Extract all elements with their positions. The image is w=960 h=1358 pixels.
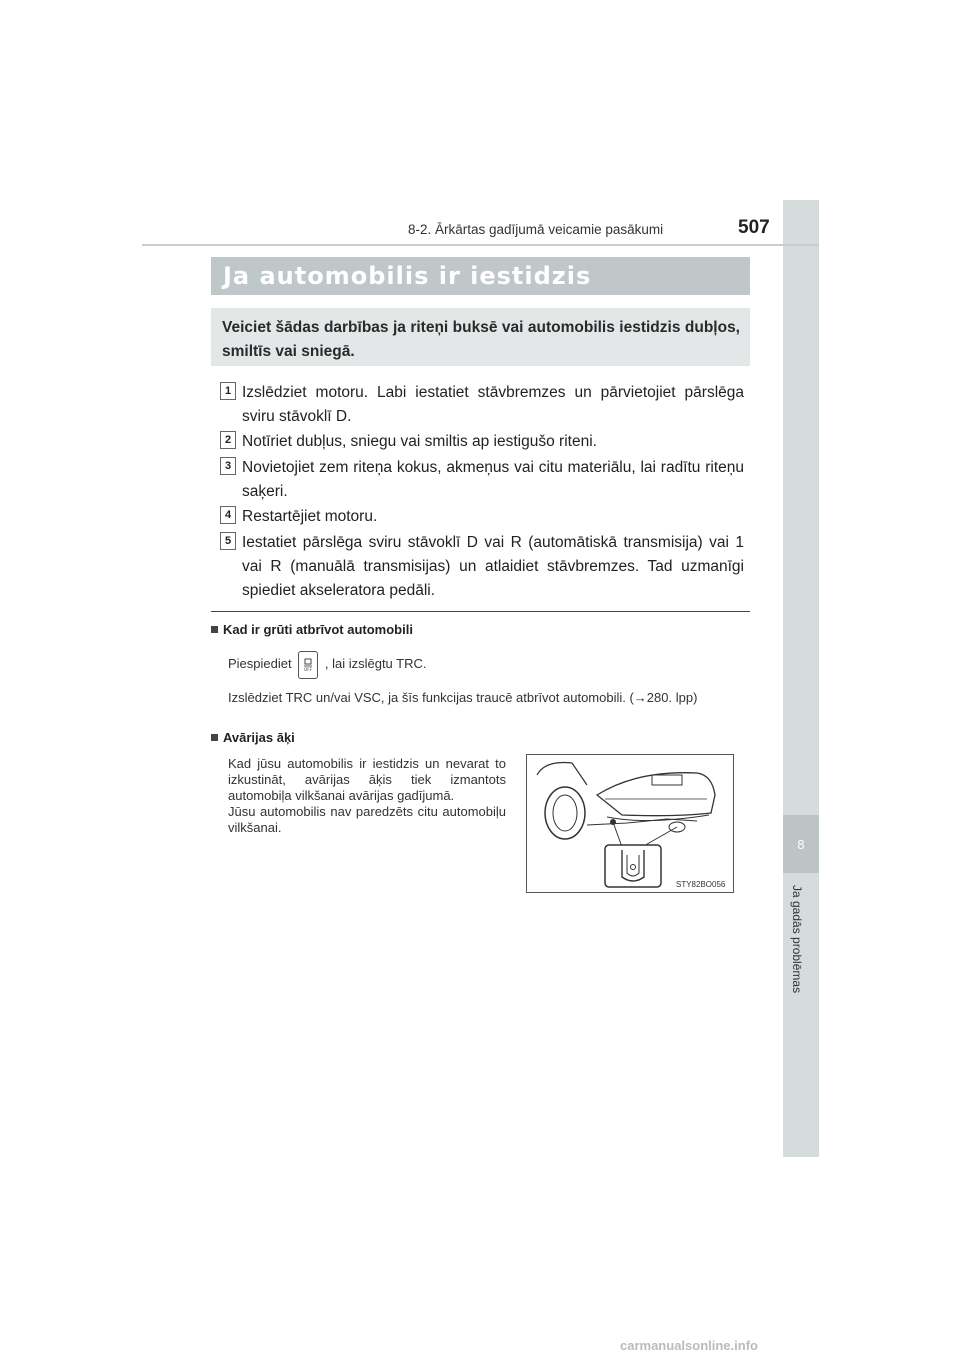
bullet-square-icon (211, 734, 218, 741)
chapter-number: 8 (783, 815, 819, 873)
step-text-4: Restartējiet motoru. (242, 508, 378, 525)
step-number-2: 2 (220, 431, 236, 449)
chapter-title-vertical (792, 885, 810, 1015)
step-text-3: Novietojiet zem riteņa kokus, akmeņus vai citu materiālu, lai radītu riteņu saķeri. (242, 459, 744, 500)
trc-off-button-icon (298, 651, 318, 679)
step-number-3: 3 (220, 457, 236, 475)
bullet-square-icon (211, 626, 218, 633)
page-title-bar (211, 257, 750, 295)
step-text-5: Iestatiet pārslēga sviru stāvoklī D vai R (automātiskā transmisija) vai 1 vai R (manuālā transmisijas) un atlaidiet stāvbremzes. Tad uzmanīgi spiediet akseleratora pedāli. (242, 534, 744, 599)
watermark: carmanualsonline.info (620, 1338, 758, 1353)
car-rear-underbody-drawing (527, 755, 733, 892)
note-line-trc-button: Piespiediet OFF , lai izslēgtu TRC. (228, 649, 748, 679)
svg-text:OFF: OFF (304, 666, 313, 672)
intro-box (211, 308, 750, 366)
header-rule (142, 244, 819, 246)
page-title: Ja automobilis ir iestidzis (223, 262, 592, 290)
step-text-1: Izslēdziet motoru. Labi iestatiet stāvbremzes un pārvietojiet pārslēga sviru stāvoklī D. (242, 384, 744, 425)
step-number-4: 4 (220, 506, 236, 524)
note-text-towing: Kad jūsu automobilis ir iestidzis un nevarat to izkustināt, avārijas āķis tiek izmantots automobiļa vilkšanai avārijas gadījumā. Jūsu automobilis nav paredzēts citu automobiļu vilkšanai. (228, 756, 506, 835)
step-text-2: Notīriet dubļus, sniegu vai smiltis ap iestigušo riteni. (242, 433, 597, 450)
note-text-trc-vsc: Izslēdziet TRC un/vai VSC, ja šīs funkcijas traucē atbrīvot automobili. (→280. lpp) (228, 690, 698, 705)
note-heading-release: Kad ir grūti atbrīvot automobili (211, 622, 413, 637)
section-heading: 8-2. Ārkārtas gadījumā veicamie pasākumi (408, 222, 664, 237)
figure-id: STY82BO056 (676, 880, 726, 889)
chapter-title: Ja gadās problēmas (790, 885, 804, 994)
intro-text: Veiciet šādas darbības ja riteņi buksē vai automobilis iestidzis dubļos, smiltīs vai sniegā. (222, 319, 740, 360)
section-divider (211, 611, 750, 612)
page-number: 507 (738, 217, 770, 238)
step-number-1: 1 (220, 382, 236, 400)
note-heading-towing-eyelet: Avārijas āķi (211, 730, 295, 745)
step-number-5: 5 (220, 532, 236, 550)
towing-eyelet-illustration (526, 754, 734, 893)
